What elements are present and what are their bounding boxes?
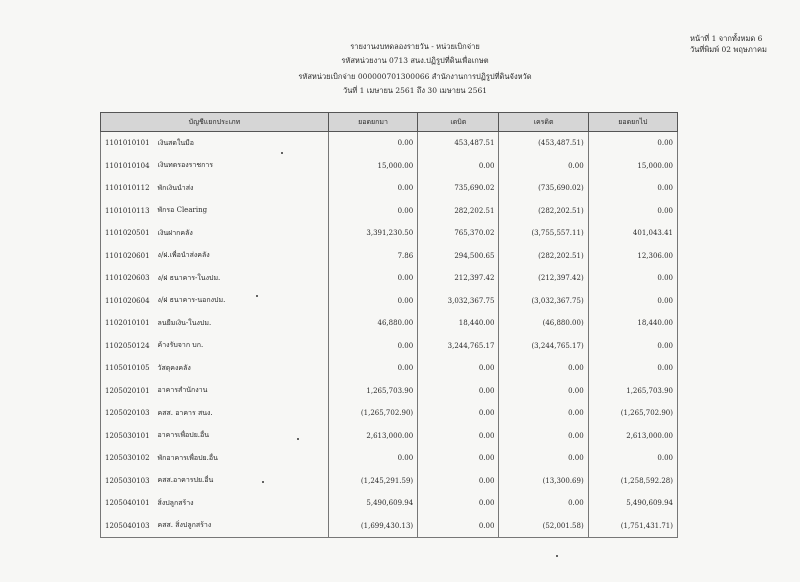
account-name: พักเงินนำส่ง — [154, 177, 329, 200]
brought-forward-cell: 15,000.00 — [328, 155, 417, 178]
carried-forward-cell: (1,265,702.90) — [588, 402, 677, 425]
debit-cell: 282,202.51 — [418, 200, 499, 223]
scan-speck — [256, 295, 258, 297]
debit-cell: 0.00 — [418, 380, 499, 403]
account-code: 1101020603 — [101, 267, 154, 290]
table-row — [101, 380, 678, 403]
col-header-carried-forward: ยอดยกไป — [588, 113, 677, 132]
credit-cell: (3,244,765.17) — [499, 335, 588, 358]
page-info — [690, 33, 767, 55]
carried-forward-cell: 0.00 — [588, 177, 677, 200]
carried-forward-cell: 18,440.00 — [588, 312, 677, 335]
account-name: พักรอ Clearing — [154, 200, 329, 223]
account-name: อาคารสำนักงาน — [154, 380, 329, 403]
table-row — [101, 222, 678, 245]
account-code: 1105010105 — [101, 357, 154, 380]
account-name: คสส. สิ่งปลูกสร้าง — [154, 515, 329, 538]
carried-forward-cell: 0.00 — [588, 357, 677, 380]
debit-cell: 0.00 — [418, 470, 499, 493]
debit-cell: 0.00 — [418, 447, 499, 470]
credit-cell: (13,300.69) — [499, 470, 588, 493]
brought-forward-cell: 1,265,703.90 — [328, 380, 417, 403]
carried-forward-cell: 1,265,703.90 — [588, 380, 677, 403]
scan-speck — [281, 152, 283, 154]
account-name: ค้างรับจาก บก. — [154, 335, 329, 358]
debit-cell: 18,440.00 — [418, 312, 499, 335]
carried-forward-cell: 0.00 — [588, 267, 677, 290]
table-row — [101, 267, 678, 290]
brought-forward-cell: 0.00 — [328, 132, 417, 155]
carried-forward-cell: 0.00 — [588, 335, 677, 358]
brought-forward-cell: 0.00 — [328, 267, 417, 290]
debit-cell: 0.00 — [418, 357, 499, 380]
carried-forward-cell: 5,490,609.94 — [588, 492, 677, 515]
table-row — [101, 335, 678, 358]
report-header — [250, 40, 580, 98]
account-code: 1205030101 — [101, 425, 154, 448]
brought-forward-cell: (1,699,430.13) — [328, 515, 417, 538]
table-row — [101, 200, 678, 223]
debit-cell: 765,370.02 — [418, 222, 499, 245]
carried-forward-cell: 0.00 — [588, 132, 677, 155]
credit-cell: (453,487.51) — [499, 132, 588, 155]
col-header-account: บัญชีแยกประเภท — [101, 113, 329, 132]
account-name: ลนยืมเงิน-ในงปม. — [154, 312, 329, 335]
table-row — [101, 402, 678, 425]
scan-speck — [297, 438, 299, 440]
table-row — [101, 515, 678, 538]
table-row — [101, 245, 678, 268]
brought-forward-cell: 0.00 — [328, 335, 417, 358]
report-title: รายงานงบทดลองรายวัน - หน่วยเบิกจ่าย — [350, 42, 480, 51]
credit-cell: (282,202.51) — [499, 200, 588, 223]
credit-cell: 0.00 — [499, 492, 588, 515]
brought-forward-cell: 0.00 — [328, 177, 417, 200]
account-name: พักอาคารเพื่อปย.อื่น — [154, 447, 329, 470]
credit-cell: 0.00 — [499, 447, 588, 470]
account-name: วัสดุคงคลัง — [154, 357, 329, 380]
period-line: วันที่ 1 เมษายน 2561 ถึง 30 เมษายน 2561 — [342, 86, 488, 95]
account-name: คสส.อาคารปย.อื่น — [154, 470, 329, 493]
debit-cell: 212,397.42 — [418, 267, 499, 290]
account-name: ง/ฝ.เพื่อนำส่งคลัง — [154, 245, 329, 268]
credit-cell: (46,880.00) — [499, 312, 588, 335]
table-row — [101, 312, 678, 335]
carried-forward-cell: 0.00 — [588, 200, 677, 223]
debit-cell: 0.00 — [418, 515, 499, 538]
carried-forward-cell: 2,613,000.00 — [588, 425, 677, 448]
brought-forward-cell: 3,391,230.50 — [328, 222, 417, 245]
debit-cell: 453,487.51 — [418, 132, 499, 155]
account-code: 1101010104 — [101, 155, 154, 178]
account-code: 1205040101 — [101, 492, 154, 515]
col-header-brought-forward: ยอดยกมา — [328, 113, 417, 132]
scan-speck — [556, 555, 558, 557]
account-code: 1205030103 — [101, 470, 154, 493]
debit-cell: 0.00 — [418, 402, 499, 425]
account-code: 1205020101 — [101, 380, 154, 403]
table-row — [101, 492, 678, 515]
credit-cell: (735,690.02) — [499, 177, 588, 200]
account-code: 1101010113 — [101, 200, 154, 223]
carried-forward-cell: 401,043.41 — [588, 222, 677, 245]
credit-cell: 0.00 — [499, 357, 588, 380]
table-body — [101, 132, 678, 538]
table-header-row — [101, 113, 678, 132]
account-code: 1205020103 — [101, 402, 154, 425]
debit-cell: 3,032,367.75 — [418, 290, 499, 313]
credit-cell: 0.00 — [499, 380, 588, 403]
brought-forward-cell: 0.00 — [328, 357, 417, 380]
account-code: 1205040103 — [101, 515, 154, 538]
credit-cell: (212,397.42) — [499, 267, 588, 290]
account-code: 1101020601 — [101, 245, 154, 268]
credit-cell: (3,032,367.75) — [499, 290, 588, 313]
account-name: สิ่งปลูกสร้าง — [154, 492, 329, 515]
account-code: 1101020501 — [101, 222, 154, 245]
col-header-credit: เครดิต — [499, 113, 588, 132]
col-header-debit: เดบิต — [418, 113, 499, 132]
account-code: 1101010101 — [101, 132, 154, 155]
table-row — [101, 177, 678, 200]
disbursing-unit-line: รหัสหน่วยเบิกจ่าย 000000701300066 สำนักงานการปฏิรูปที่ดินจังหวัด — [298, 72, 532, 81]
debit-cell: 0.00 — [418, 155, 499, 178]
account-name: เงินสดในมือ — [154, 132, 329, 155]
carried-forward-cell: (1,258,592.28) — [588, 470, 677, 493]
trial-balance-table — [100, 112, 678, 538]
brought-forward-cell: 0.00 — [328, 200, 417, 223]
account-name: เงินฝากคลัง — [154, 222, 329, 245]
table-row — [101, 155, 678, 178]
page-number: หน้าที่ 1 จากทั้งหมด 6 — [690, 34, 763, 43]
carried-forward-cell: 15,000.00 — [588, 155, 677, 178]
credit-cell: (52,001.58) — [499, 515, 588, 538]
print-date: วันที่พิมพ์ 02 พฤษภาคม — [690, 45, 767, 54]
brought-forward-cell: (1,245,291.59) — [328, 470, 417, 493]
table-row — [101, 447, 678, 470]
carried-forward-cell: 12,306.00 — [588, 245, 677, 268]
account-name: เงินทดรองราชการ — [154, 155, 329, 178]
account-name: ง/ฝ ธนาคาร-นอกงปม. — [154, 290, 329, 313]
debit-cell: 735,690.02 — [418, 177, 499, 200]
brought-forward-cell: (1,265,702.90) — [328, 402, 417, 425]
brought-forward-cell: 0.00 — [328, 447, 417, 470]
account-code: 1102010101 — [101, 312, 154, 335]
credit-cell: (3,755,557.11) — [499, 222, 588, 245]
scan-speck — [262, 481, 264, 483]
credit-cell: 0.00 — [499, 402, 588, 425]
credit-cell: 0.00 — [499, 425, 588, 448]
debit-cell: 0.00 — [418, 425, 499, 448]
account-name: คสส. อาคาร สนง. — [154, 402, 329, 425]
brought-forward-cell: 0.00 — [328, 290, 417, 313]
brought-forward-cell: 46,880.00 — [328, 312, 417, 335]
credit-cell: 0.00 — [499, 155, 588, 178]
credit-cell: (282,202.51) — [499, 245, 588, 268]
debit-cell: 294,500.65 — [418, 245, 499, 268]
carried-forward-cell: (1,751,431.71) — [588, 515, 677, 538]
agency-line: รหัสหน่วยงาน 0713 สนง.ปฏิรูปที่ดินเพื่อเกษต — [341, 56, 489, 65]
debit-cell: 0.00 — [418, 492, 499, 515]
debit-cell: 3,244,765.17 — [418, 335, 499, 358]
brought-forward-cell: 7.86 — [328, 245, 417, 268]
table-row — [101, 132, 678, 155]
table-row — [101, 290, 678, 313]
account-code: 1101020604 — [101, 290, 154, 313]
table-row — [101, 470, 678, 493]
carried-forward-cell: 0.00 — [588, 447, 677, 470]
table-row — [101, 425, 678, 448]
account-code: 1101010112 — [101, 177, 154, 200]
brought-forward-cell: 2,613,000.00 — [328, 425, 417, 448]
account-name: ง/ฝ ธนาคาร-ในงปม. — [154, 267, 329, 290]
brought-forward-cell: 5,490,609.94 — [328, 492, 417, 515]
table-row — [101, 357, 678, 380]
account-name: อาคารเพื่อปย.อื่น — [154, 425, 329, 448]
account-code: 1205030102 — [101, 447, 154, 470]
account-code: 1102050124 — [101, 335, 154, 358]
carried-forward-cell: 0.00 — [588, 290, 677, 313]
